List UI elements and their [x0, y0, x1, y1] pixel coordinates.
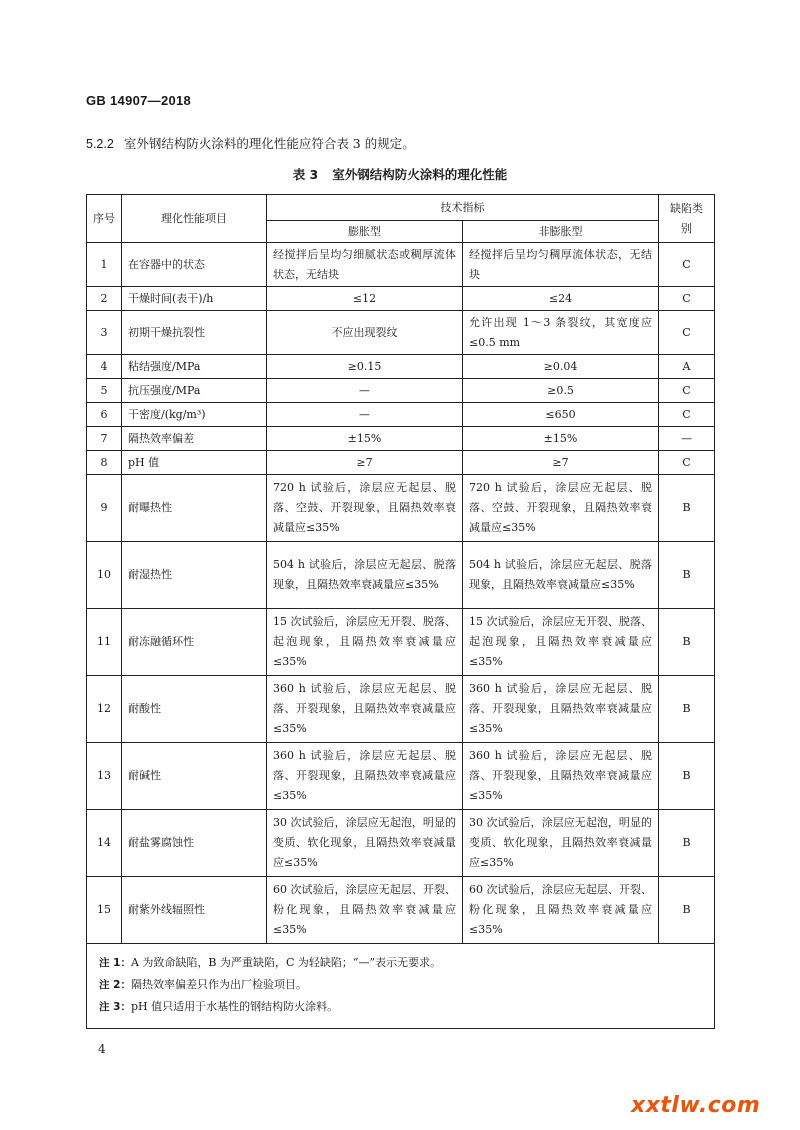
table-row: [87, 403, 715, 427]
row-expansive: —: [267, 379, 463, 403]
table-row: [87, 451, 715, 475]
table-row: [87, 243, 715, 287]
row-non-expansive: ≤650: [463, 403, 659, 427]
row-defect: B: [659, 877, 715, 944]
row-defect: C: [659, 403, 715, 427]
row-item: 抗压强度/MPa: [122, 379, 267, 403]
row-non-expansive: 经搅拌后呈均匀稠厚流体状态，无结块: [463, 243, 659, 287]
table-row: [87, 311, 715, 355]
note-text: pH 值只适用于水基性的钢结构防火涂料。: [130, 1000, 339, 1013]
table-title: [0, 165, 800, 183]
row-expansive: ≤12: [267, 287, 463, 311]
table-row: [87, 379, 715, 403]
row-expansive: 30 次试验后，涂层应无起泡，明显的变质、软化现象，且隔热效率衰减量应≤35%: [267, 810, 463, 877]
header-item: 理化性能项目: [122, 195, 267, 243]
table-number: 表 3: [292, 167, 319, 182]
row-seq: 15: [87, 877, 122, 944]
header-expansive: 膨胀型: [267, 221, 463, 243]
row-defect: —: [659, 427, 715, 451]
header-tech-index: 技术指标: [267, 195, 659, 221]
row-defect: C: [659, 379, 715, 403]
table-row: [87, 609, 715, 676]
row-expansive: ≥0.15: [267, 355, 463, 379]
row-expansive: —: [267, 403, 463, 427]
row-seq: 13: [87, 743, 122, 810]
row-seq: 12: [87, 676, 122, 743]
page-number: 4: [98, 1042, 106, 1056]
row-non-expansive: 15 次试验后，涂层应无开裂、脱落、起泡现象，且隔热效率衰减量应≤35%: [463, 609, 659, 676]
row-expansive: 15 次试验后，涂层应无开裂、脱落、起泡现象，且隔热效率衰减量应≤35%: [267, 609, 463, 676]
row-non-expansive: ±15%: [463, 427, 659, 451]
header-defect-category: 缺陷类别: [659, 195, 715, 243]
row-item: 初期干燥抗裂性: [122, 311, 267, 355]
row-item: 耐碱性: [122, 743, 267, 810]
row-item: 耐紫外线辐照性: [122, 877, 267, 944]
row-defect: B: [659, 609, 715, 676]
row-seq: 9: [87, 475, 122, 542]
row-seq: 8: [87, 451, 122, 475]
row-defect: C: [659, 243, 715, 287]
header-non-expansive: 非膨胀型: [463, 221, 659, 243]
row-item: 耐曝热性: [122, 475, 267, 542]
note-label: 注 1：: [99, 957, 131, 969]
row-non-expansive: 允许出现 1～3 条裂纹，其宽度应≤0.5 mm: [463, 311, 659, 355]
row-seq: 6: [87, 403, 122, 427]
properties-table: [86, 194, 715, 1029]
clause-5-2-2: [86, 134, 415, 152]
row-non-expansive: ≥7: [463, 451, 659, 475]
header-seq: 序号: [87, 195, 122, 243]
table-row: [87, 355, 715, 379]
row-defect: C: [659, 451, 715, 475]
notes-row: [87, 944, 715, 1029]
row-expansive: 不应出现裂纹: [267, 311, 463, 355]
table-row: [87, 810, 715, 877]
note-label: 注 2：: [99, 979, 131, 991]
row-seq: 3: [87, 311, 122, 355]
row-defect: B: [659, 475, 715, 542]
row-seq: 4: [87, 355, 122, 379]
table-row: [87, 877, 715, 944]
row-defect: B: [659, 676, 715, 743]
row-non-expansive: 60 次试验后，涂层应无起层、开裂、粉化现象，且隔热效率衰减量应≤35%: [463, 877, 659, 944]
row-item: 干燥时间(表干)/h: [122, 287, 267, 311]
row-expansive: 720 h 试验后，涂层应无起层、脱落、空鼓、开裂现象，且隔热效率衰减量应≤35%: [267, 475, 463, 542]
row-expansive: 经搅拌后呈均匀细腻状态或稠厚流体状态，无结块: [267, 243, 463, 287]
note-text: 隔热效率偏差只作为出厂检验项目。: [130, 978, 307, 991]
row-non-expansive: ≤24: [463, 287, 659, 311]
table-row: [87, 287, 715, 311]
row-non-expansive: 30 次试验后，涂层应无起泡，明显的变质、软化现象，且隔热效率衰减量应≤35%: [463, 810, 659, 877]
row-defect: B: [659, 542, 715, 609]
watermark-logo: xxtlw.com: [631, 1093, 761, 1118]
row-item: 耐湿热性: [122, 542, 267, 609]
clause-number: 5.2.2: [86, 137, 114, 151]
clause-text: 室外钢结构防火涂料的理化性能应符合表 3 的规定。: [123, 136, 415, 151]
row-seq: 14: [87, 810, 122, 877]
table-row: [87, 475, 715, 542]
row-seq: 10: [87, 542, 122, 609]
row-defect: A: [659, 355, 715, 379]
row-defect: B: [659, 810, 715, 877]
table-row: [87, 542, 715, 609]
row-seq: 2: [87, 287, 122, 311]
row-non-expansive: 360 h 试验后，涂层应无起层、脱落、开裂现象，且隔热效率衰减量应≤35%: [463, 676, 659, 743]
row-seq: 7: [87, 427, 122, 451]
row-non-expansive: 504 h 试验后，涂层应无起层、脱落现象，且隔热效率衰减量应≤35%: [463, 542, 659, 609]
note-text: A 为致命缺陷，B 为严重缺陷，C 为轻缺陷；“—”表示无要求。: [130, 956, 442, 969]
row-expansive: 360 h 试验后，涂层应无起层、脱落、开裂现象，且隔热效率衰减量应≤35%: [267, 743, 463, 810]
row-seq: 11: [87, 609, 122, 676]
note-1: [99, 952, 704, 974]
row-seq: 5: [87, 379, 122, 403]
row-item: 在容器中的状态: [122, 243, 267, 287]
row-item: 隔热效率偏差: [122, 427, 267, 451]
table-notes: [87, 944, 715, 1029]
row-expansive: ≥7: [267, 451, 463, 475]
row-expansive: 504 h 试验后，涂层应无起层、脱落现象，且隔热效率衰减量应≤35%: [267, 542, 463, 609]
row-non-expansive: 360 h 试验后，涂层应无起层、脱落、开裂现象，且隔热效率衰减量应≤35%: [463, 743, 659, 810]
row-item: pH 值: [122, 451, 267, 475]
note-2: [99, 974, 704, 996]
row-item: 耐盐雾腐蚀性: [122, 810, 267, 877]
note-3: [99, 996, 704, 1018]
row-expansive: 360 h 试验后，涂层应无起层、脱落、开裂现象，且隔热效率衰减量应≤35%: [267, 676, 463, 743]
row-seq: 1: [87, 243, 122, 287]
standard-code: GB 14907—2018: [86, 93, 192, 108]
row-defect: B: [659, 743, 715, 810]
row-non-expansive: 720 h 试验后，涂层应无起层、脱落、空鼓、开裂现象，且隔热效率衰减量应≤35%: [463, 475, 659, 542]
row-item: 耐酸性: [122, 676, 267, 743]
row-expansive: 60 次试验后，涂层应无起层、开裂、粉化现象，且隔热效率衰减量应≤35%: [267, 877, 463, 944]
row-expansive: ±15%: [267, 427, 463, 451]
row-defect: C: [659, 311, 715, 355]
note-label: 注 3：: [99, 1001, 131, 1013]
row-non-expansive: ≥0.04: [463, 355, 659, 379]
row-defect: C: [659, 287, 715, 311]
row-item: 干密度/(kg/m³): [122, 403, 267, 427]
table-row: [87, 676, 715, 743]
table-row: [87, 743, 715, 810]
table-caption: 室外钢结构防火涂料的理化性能: [332, 167, 508, 182]
row-non-expansive: ≥0.5: [463, 379, 659, 403]
table-row: [87, 427, 715, 451]
row-item: 耐冻融循环性: [122, 609, 267, 676]
row-item: 粘结强度/MPa: [122, 355, 267, 379]
